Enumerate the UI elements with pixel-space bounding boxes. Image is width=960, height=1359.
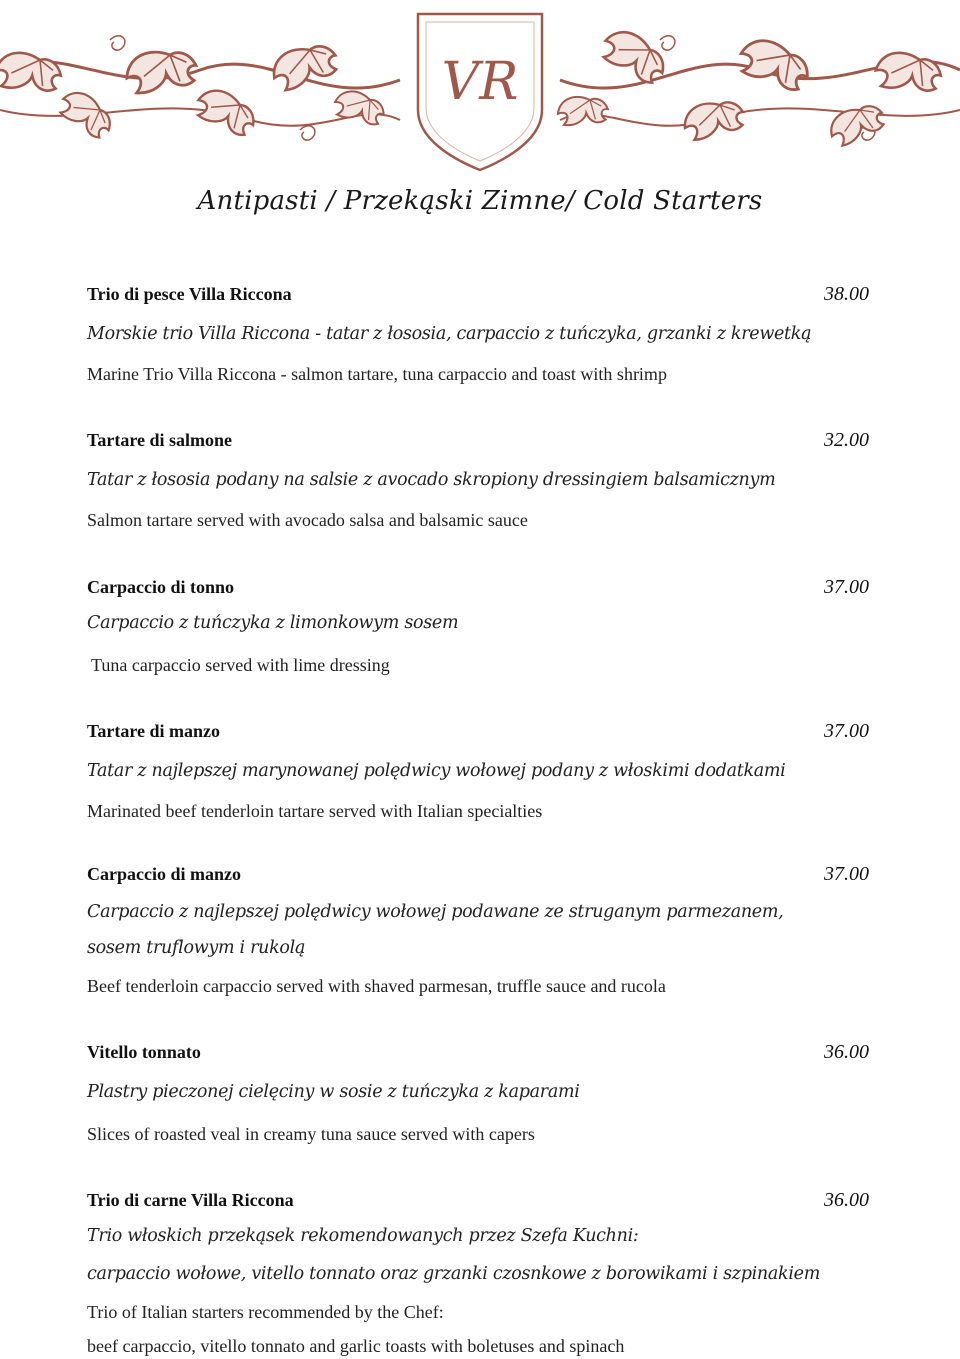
dish-description-pl: Tatar z łososia podany na salsie z avocado skropiony dressingiem balsamicznym [87,470,776,490]
dish-name: Trio di pesce Villa Riccona [87,284,292,304]
dish-price: 36.00 [824,1041,869,1063]
dish-name: Carpaccio di tonno [87,577,235,597]
dish-description-pl: Carpaccio z najlepszej polędwicy wołowej podawane ze struganym parmezanem, [87,902,784,922]
dish-price: 37.00 [824,576,869,598]
dish-description-en: Beef tenderloin carpaccio served with shaved parmesan, truffle sauce and rucola [87,976,666,996]
dish-description-pl: Morskie trio Villa Riccona - tatar z łososia, carpaccio z tuńczyka, grzanki z krewetką [87,324,812,344]
dish-price: 36.00 [824,1189,869,1211]
crest-monogram: VR [441,52,519,112]
dish-price: 37.00 [824,863,869,885]
dish-name: Trio di carne Villa Riccona [87,1190,294,1210]
dish-description-pl: Carpaccio z tuńczyka z limonkowym sosem [87,613,459,633]
dish-description-pl: Trio włoskich przekąsek rekomendowanych przez Szefa Kuchni: [87,1226,639,1246]
dish-name: Vitello tonnato [87,1042,201,1062]
dish-description-en-line2: beef carpaccio, vitello tonnato and garlic toasts with boletuses and spinach [87,1336,625,1356]
page-title: Antipasti / Przekąski Zimne/ Cold Starters [197,186,763,216]
dish-description-en: Marine Trio Villa Riccona - salmon tartare, tuna carpaccio and toast with shrimp [87,364,667,384]
dish-price: 37.00 [824,720,869,742]
dish-price: 32.00 [824,429,869,451]
dish-description-pl: Tatar z najlepszej marynowanej polędwicy wołowej podany z włoskimi dodatkami [87,761,786,781]
dish-description-en: Slices of roasted veal in creamy tuna sauce served with capers [87,1124,535,1144]
dish-name: Carpaccio di manzo [87,864,241,884]
dish-name: Tartare di salmone [87,430,233,450]
dish-description-en: Tuna carpaccio served with lime dressing [91,655,390,675]
dish-description-en: Trio of Italian starters recommended by the Chef: [87,1302,444,1322]
dish-description-pl: Plastry pieczonej cielęciny w sosie z tuńczyka z kaparami [87,1082,580,1102]
dish-price: 38.00 [824,283,869,305]
header-ornament [0,0,960,180]
dish-description-en: Marinated beef tenderloin tartare served with Italian specialties [87,801,543,821]
dish-name: Tartare di manzo [87,721,220,741]
dish-description-pl-line2: carpaccio wołowe, vitello tonnato oraz grzanki czosnkowe z borowikami i szpinakiem [87,1264,820,1284]
dish-description-en: Salmon tartare served with avocado salsa and balsamic sauce [87,510,528,530]
dish-description-pl-line2: sosem truflowym i rukolą [87,938,306,958]
